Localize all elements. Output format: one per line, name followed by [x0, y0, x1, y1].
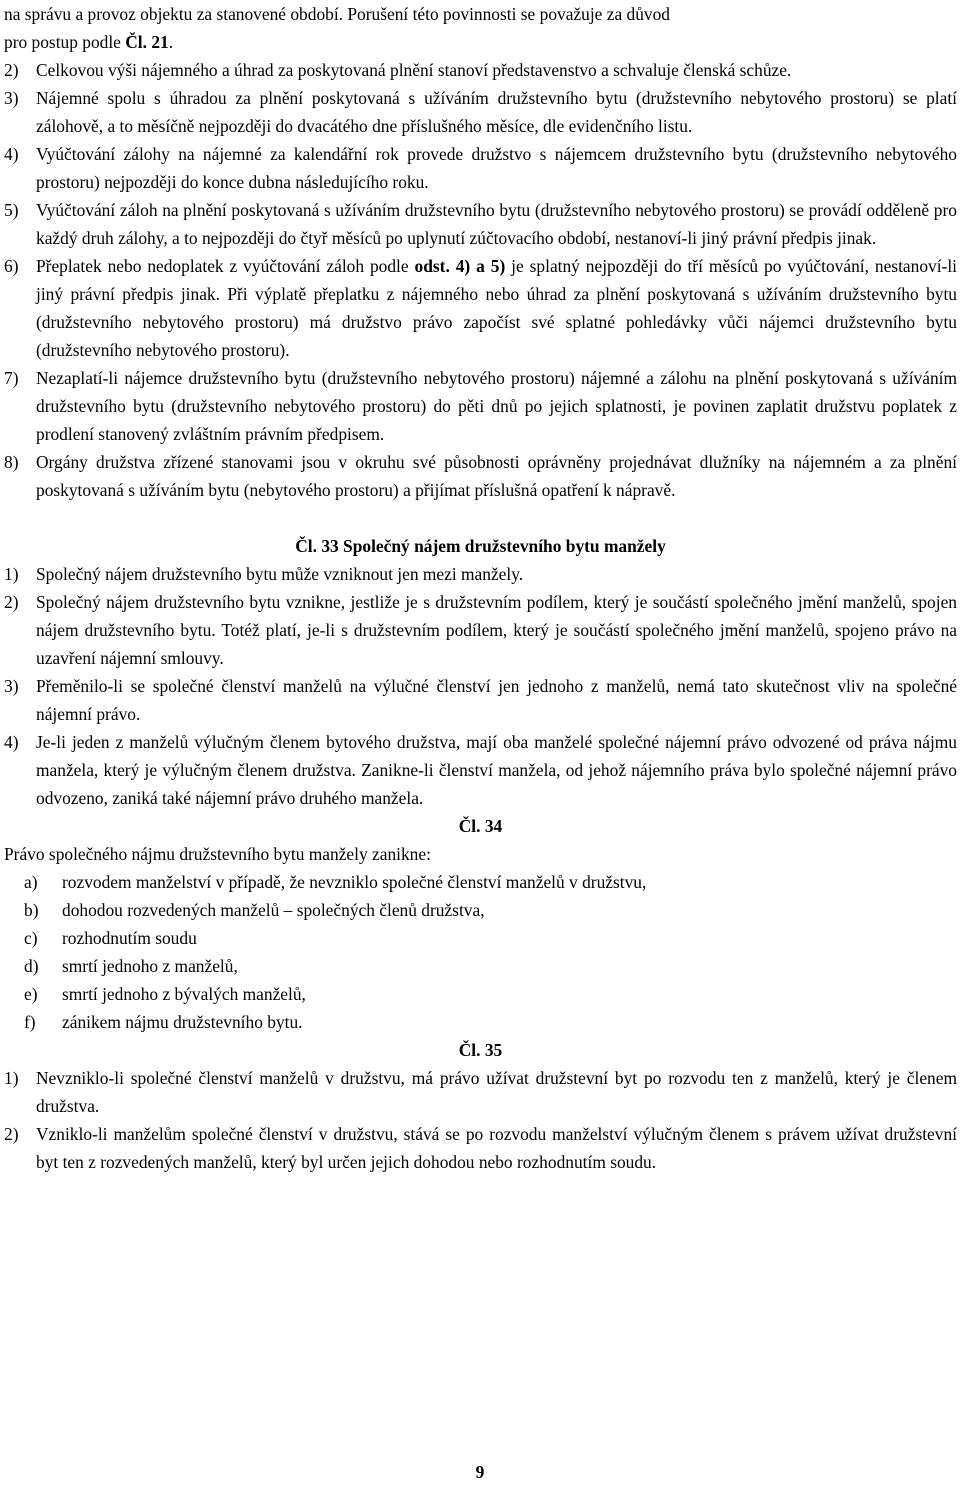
item-letter: c) [24, 928, 38, 948]
intro-line-2-c: . [168, 32, 174, 52]
list-item [4, 672, 957, 728]
item-number: 4) [4, 144, 19, 164]
list-item [4, 896, 957, 924]
item-text: Nevzniklo-li společné členství manželů v družstvu, má právo užívat družstevní byt po rozvodu ten z manželů, který je členem družstva. [36, 1068, 957, 1116]
document-body [4, 0, 957, 1176]
item-text: Společný nájem družstevního bytu může vzniknout jen mezi manžely. [36, 564, 524, 584]
list-item [4, 560, 957, 588]
continuation-paragraph [4, 0, 957, 56]
item-number: 5) [4, 200, 19, 220]
item-text: smrtí jednoho z manželů, [62, 956, 238, 976]
list-item [4, 924, 957, 952]
item-letter: f) [24, 1012, 36, 1032]
list-item [4, 952, 957, 980]
item-number: 2) [4, 60, 19, 80]
item-text: Nájemné spolu s úhradou za plnění poskytovaná s užíváním družstevního bytu (družstevního nebytového prostoru) se platí zálohově, a to měsíčně nejpozději do dvacátého dne příslušného měsíce, dle evidenčního listu. [36, 88, 957, 136]
intro-line-1: na správu a provoz objektu za stanovené období. Porušení této povinnosti se považuje za důvod [4, 4, 670, 24]
item-letter: b) [24, 900, 39, 920]
intro-line-2-a: pro postup podle [4, 32, 126, 52]
item-text: Společný nájem družstevního bytu vznikne, jestliže je s družstevním podílem, který je součástí společného jmění manželů, spojen nájem družstevního bytu. Totéž platí, je-li s družstevním podílem, který je součástí společného jmění manželů, spojeno právo na uzavření nájemní smlouvy. [36, 592, 957, 668]
list-item [4, 1120, 957, 1176]
blank-line [4, 504, 957, 532]
list-item [4, 364, 957, 448]
item-letter: a) [24, 872, 38, 892]
article-34-intro: Právo společného nájmu družstevního bytu manžely zanikne: [4, 844, 431, 864]
list-item [4, 868, 957, 896]
list-item [4, 84, 957, 140]
item-text: zánikem nájmu družstevního bytu. [62, 1012, 303, 1032]
item-number: 1) [4, 1068, 19, 1088]
item-text: smrtí jednoho z bývalých manželů, [62, 984, 306, 1004]
list-item [4, 196, 957, 252]
item-text: Přeměnilo-li se společné členství manželů na výlučné členství jen jednoho z manželů, nemá tato skutečnost vliv na společné nájemní právo. [36, 676, 957, 724]
list-item [4, 1008, 957, 1036]
article-reference: Čl. 21 [125, 32, 169, 52]
item-text: Nezaplatí-li nájemce družstevního bytu (družstevního nebytového prostoru) nájemné a zálohu na plnění poskytovaná s užíváním družstevního bytu (družstevního nebytového prostoru) do pěti dnů po jejich splatnosti, je povinen zaplatit družstvu poplatek z prodlení stanovený zvláštním právním předpisem. [36, 368, 957, 444]
item-text: Orgány družstva zřízené stanovami jsou v okruhu své působnosti oprávněny projednávat dlužníky na nájemném a za plnění poskytovaná s užíváním bytu (nebytového prostoru) a přijímat příslušná opatření k nápravě. [36, 452, 957, 500]
item-number: 4) [4, 732, 19, 752]
item-text: Vzniklo-li manželům společné členství v družstvu, stává se po rozvodu manželství výlučným členem s právem užívat družstevní byt ten z rozvedených manželů, který byl určen jejich dohodou nebo rozhodnutím soudu. [36, 1124, 957, 1172]
item-number: 7) [4, 368, 19, 388]
item-text: rozhodnutím soudu [62, 928, 197, 948]
item-text: rozvodem manželství v případě, že nevzniklo společné členství manželů v družstvu, [62, 872, 647, 892]
item-text: Vyúčtování záloh na plnění poskytovaná s užíváním družstevního bytu (družstevního nebytového prostoru) se provádí odděleně pro každý druh zálohy, a to nejpozději do čtyř měsíců po uplynutí zúčtovacího období, nestanoví-li jiný právní předpis jinak. [36, 200, 957, 248]
item-text: Celkovou výši nájemného a úhrad za poskytovaná plnění stanoví představenstvo a schvaluje členská schůze. [36, 60, 792, 80]
item-text: Vyúčtování zálohy na nájemné za kalendářní rok provede družstvo s nájemcem družstevního bytu (družstevního nebytového prostoru) nejpozději do konce dubna následujícího roku. [36, 144, 957, 192]
item-text-part: je splatný nejpozději do tří měsíců po vyúčtování, nestanoví-li jiný právní předpis jinak. Při výplatě přeplatku z nájemného nebo úhrad za plnění poskytovaná s užíváním družstevního bytu (družstevního nebytového prostoru) má družstvo právo započíst své splatné pohledávky vůči nájemci družstevního bytu (družstevního nebytového prostoru). [36, 256, 957, 360]
item-number: 3) [4, 88, 19, 108]
article-34-heading: Čl. 34 [458, 816, 503, 836]
list-item [4, 1064, 957, 1120]
list-item [4, 728, 957, 812]
item-letter: d) [24, 956, 39, 976]
item-letter: e) [24, 984, 38, 1004]
item-text: dohodou rozvedených manželů – společných členů družstva, [62, 900, 485, 920]
item-text: Je-li jeden z manželů výlučným členem bytového družstva, mají oba manželé společné nájemní právo odvozené od práva nájmu manžela, který je výlučným členem družstva. Zanikne-li členství manžela, od jehož nájemního práva bylo společné nájemní právo odvozeno, zaniká také nájemní právo druhého manžela. [36, 732, 957, 808]
article-33-heading: Čl. 33 Společný nájem družstevního bytu manžely [295, 536, 666, 556]
list-item [4, 252, 957, 364]
page-number: 9 [475, 1462, 485, 1482]
list-item [4, 56, 957, 84]
item-number: 3) [4, 676, 19, 696]
article-35-heading: Čl. 35 [458, 1040, 503, 1060]
item-number: 6) [4, 256, 19, 276]
item-number: 2) [4, 1124, 19, 1144]
item-number: 2) [4, 592, 19, 612]
item-number: 1) [4, 564, 19, 584]
list-item [4, 588, 957, 672]
list-item [4, 980, 957, 1008]
item-number: 8) [4, 452, 19, 472]
list-item [4, 448, 957, 504]
list-item [4, 140, 957, 196]
item-text [36, 252, 957, 364]
item-text-part: Přeplatek nebo nedoplatek z vyúčtování záloh podle [36, 256, 415, 276]
paragraph-reference: odst. 4) a 5) [414, 256, 506, 276]
